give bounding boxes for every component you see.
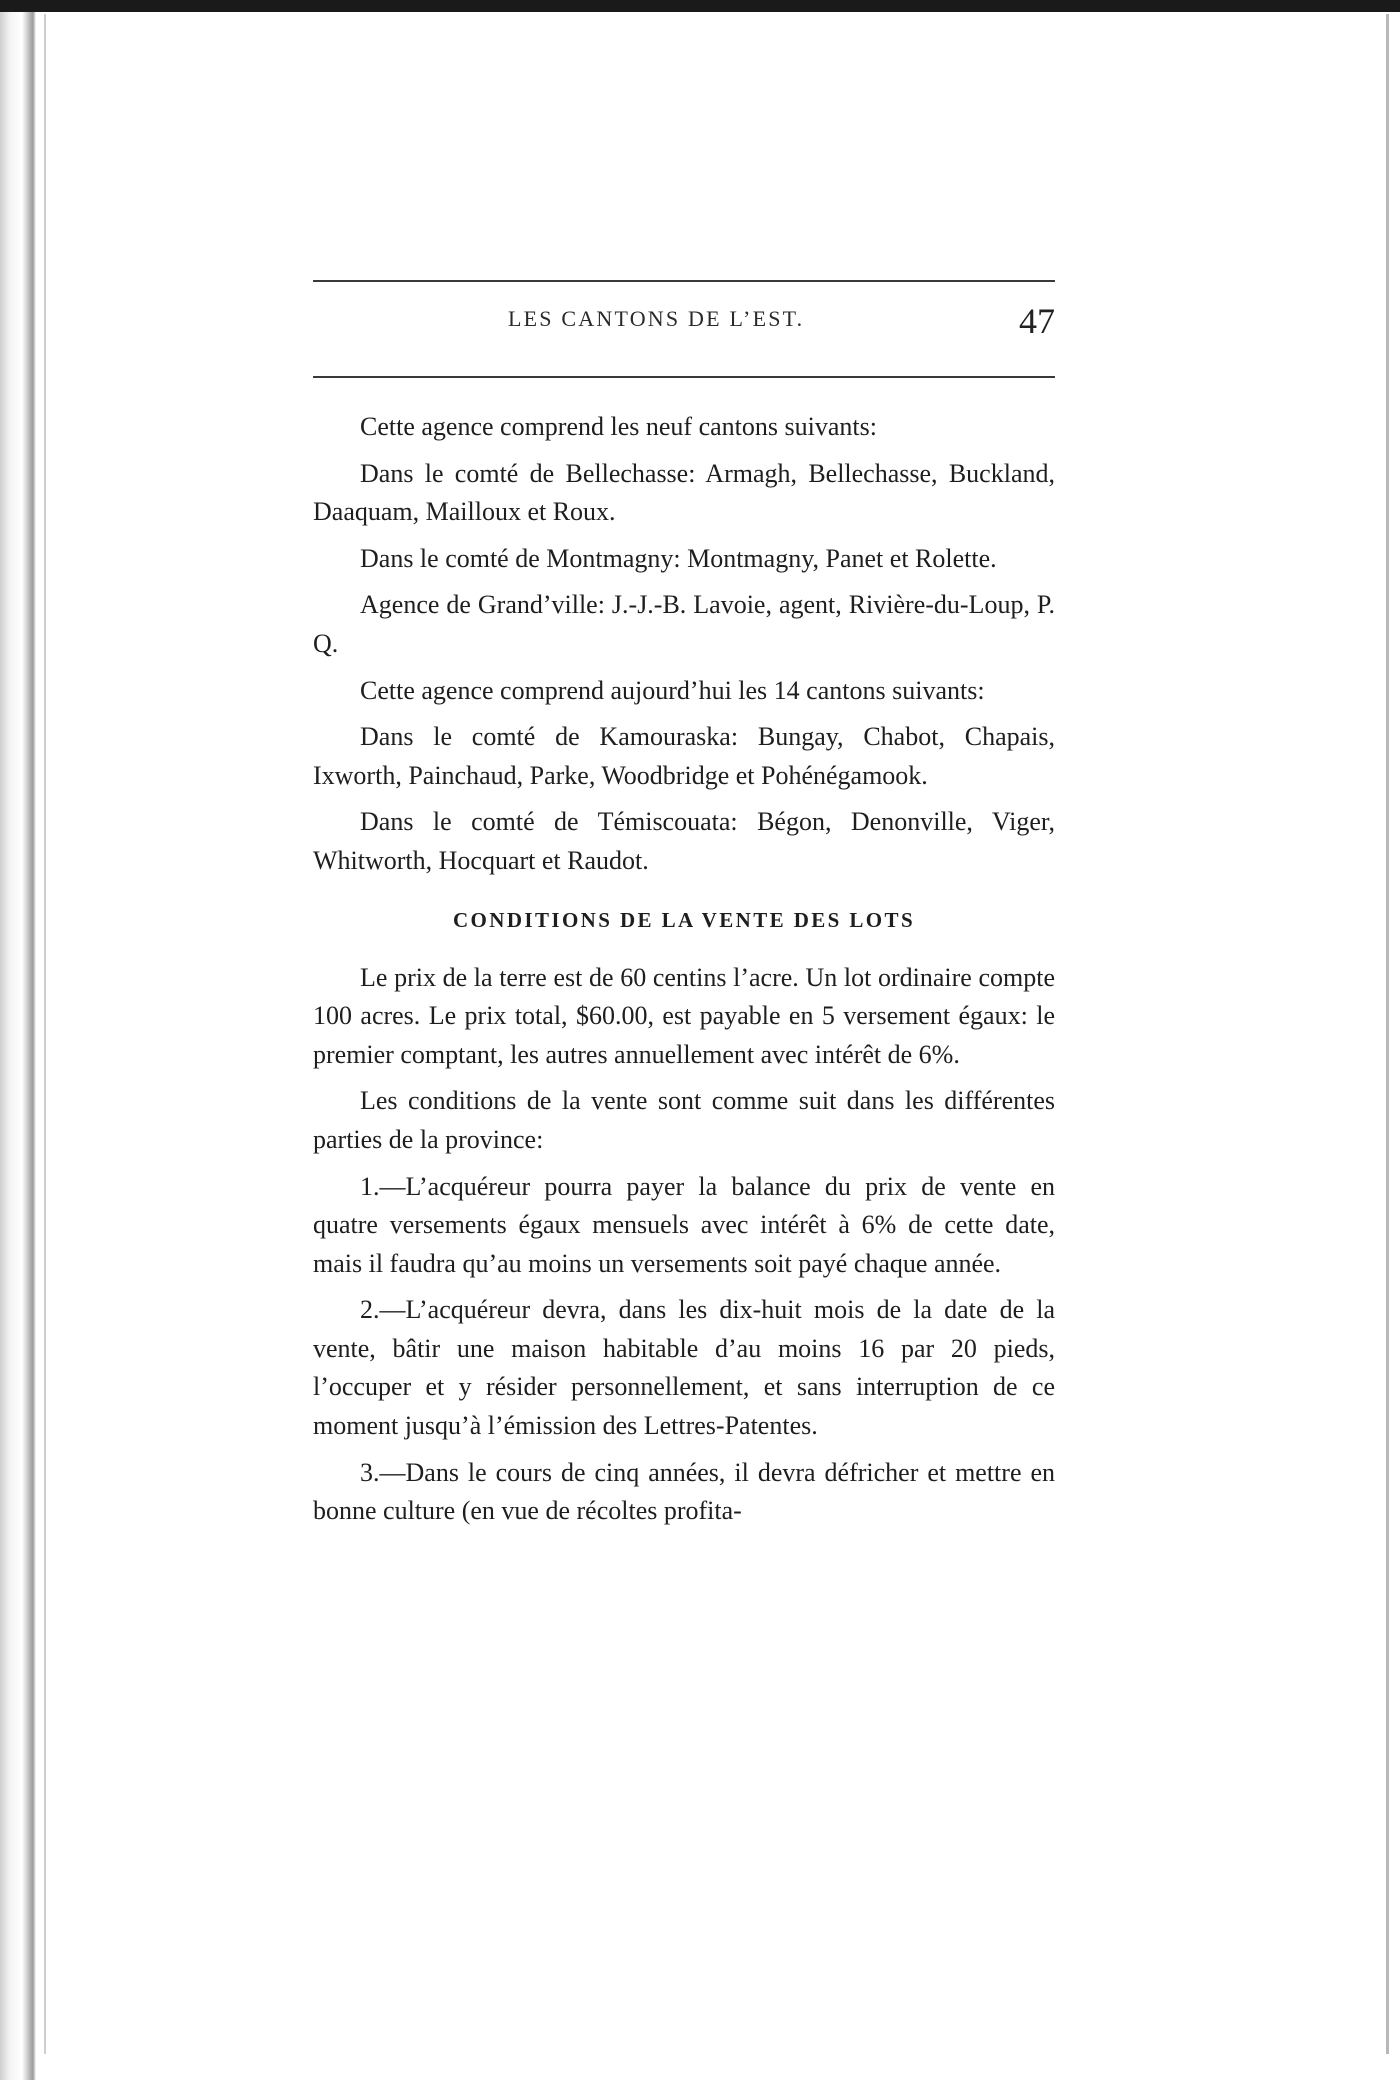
- paragraph: Cette agence comprend les neuf cantons suivants:: [360, 412, 877, 441]
- page-number: 47: [1019, 301, 1055, 341]
- paragraph: Agence de Grand’ville: J.-J.-B. Lavoie, agent, Rivière-du-Loup, P. Q.: [313, 590, 1055, 658]
- paragraph: Dans le comté de Montmagny: Montmagny, Panet et Rolette.: [360, 543, 997, 573]
- paragraph: Dans le comté de Témiscouata: Bégon, Denonville, Viger, Whitworth, Hocquart et Raudot.: [313, 807, 1055, 875]
- paragraph: Dans le comté de Kamouraska: Bungay, Chabot, Chapais, Ixworth, Painchaud, Parke, Woodbridge et Pohénégamook.: [313, 722, 1055, 790]
- scan-top-border: [0, 0, 1400, 12]
- condition-item: 3.—Dans le cours de cinq années, il devra défricher et mettre en bonne culture (en vue de récoltes profita-: [313, 1457, 1055, 1526]
- header-top-rule: [313, 280, 1055, 282]
- paragraph: Cette agence comprend aujourd’hui les 14 cantons suivants:: [360, 675, 985, 705]
- running-head: [313, 300, 1055, 350]
- condition-item: 2.—L’acquéreur devra, dans les dix-huit mois de la date de la vente, bâtir une maison habitable d’au moins 16 par 20 pieds, l’occuper et y résider personnellement, et sans interruption de ce moment jusqu’à l’émission des Lettres-Patentes.: [313, 1295, 1055, 1441]
- section-heading: CONDITIONS DE LA VENTE DES LOTS: [452, 907, 916, 932]
- body-text: [313, 408, 1055, 1539]
- paragraph: Le prix de la terre est de 60 centins l’acre. Un lot ordinaire compte 100 acres. Le prix total, $60.00, est payable en 5 versement égaux: le premier comptant, les autres annuellement avec intérêt de 6%.: [313, 962, 1055, 1069]
- running-title: LES CANTONS DE L’EST.: [508, 306, 805, 331]
- book-binding-edge: [0, 12, 36, 2080]
- condition-item: 1.—L’acquéreur pourra payer la balance du prix de vente en quatre versements égaux mensuels avec intérêt à 6% de cette date, mais il faudra qu’au moins un versements soit payé chaque année.: [313, 1171, 1055, 1278]
- paragraph: Les conditions de la vente sont comme suit dans les différentes parties de la province:: [313, 1086, 1055, 1154]
- paragraph: Dans le comté de Bellechasse: Armagh, Bellechasse, Buckland, Daaquam, Mailloux et Roux.: [313, 458, 1055, 527]
- header-bottom-rule: [313, 376, 1055, 378]
